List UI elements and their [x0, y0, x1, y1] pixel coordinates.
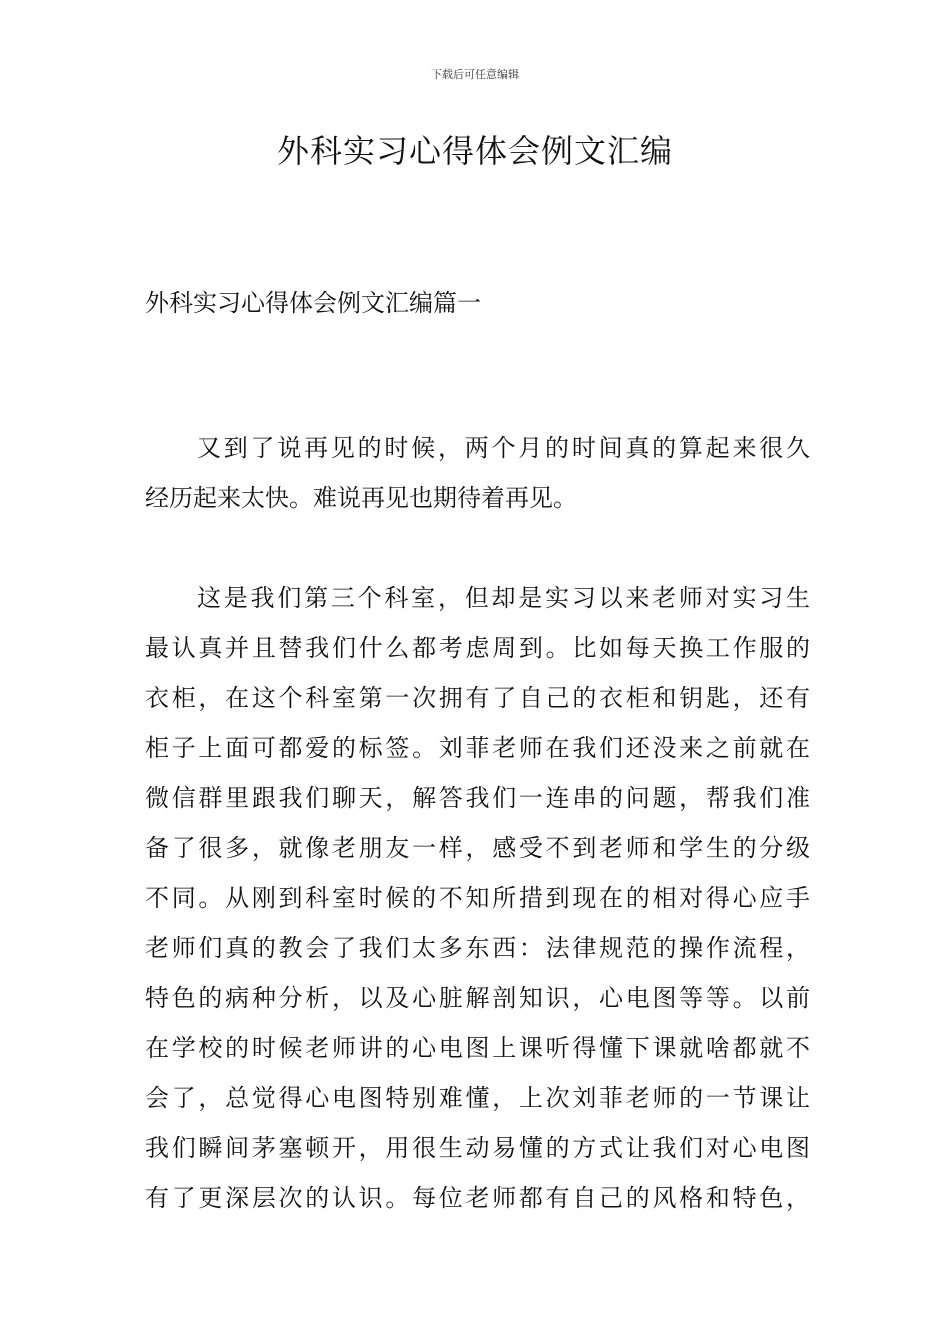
paragraph-line: 经历起来太快。难说再见也期待着再见。 — [145, 484, 577, 512]
paragraph-line: 柜子上面可都爱的标签。刘菲老师在我们还没来之前就在 — [145, 734, 810, 762]
paragraph-line: 不同。从刚到科室时候的不知所措到现在的相对得心应手 — [145, 884, 810, 912]
document-title: 外科实习心得体会例文汇编 — [276, 132, 673, 170]
paragraph-2 — [145, 573, 810, 1223]
paragraph-line: 备了很多，就像老朋友一样，感受不到老师和学生的分级 — [145, 834, 810, 862]
section-heading: 外科实习心得体会例文汇编篇一 — [145, 289, 481, 317]
header-note: 下载后可任意编辑 — [431, 68, 519, 81]
paragraph-line: 会了，总觉得心电图特别难懂，上次刘菲老师的一节课让 — [145, 1084, 810, 1112]
paragraph-line: 我们瞬间茅塞顿开，用很生动易懂的方式让我们对心电图 — [145, 1134, 810, 1162]
paragraph-line: 微信群里跟我们聊天，解答我们一连串的问题，帮我们准 — [145, 784, 810, 812]
paragraph-line: 又到了说再见的时候，两个月的时间真的算起来很久 — [197, 434, 810, 462]
paragraph-1 — [145, 423, 810, 523]
paragraph-line: 衣柜，在这个科室第一次拥有了自己的衣柜和钥匙，还有 — [145, 684, 810, 712]
paragraph-line: 这是我们第三个科室，但却是实习以来老师对实习生 — [197, 584, 810, 612]
paragraph-line: 最认真并且替我们什么都考虑周到。比如每天换工作服的 — [145, 634, 810, 662]
paragraph-line: 在学校的时候老师讲的心电图上课听得懂下课就啥都就不 — [145, 1034, 810, 1062]
paragraph-line: 特色的病种分析，以及心脏解剖知识，心电图等等。以前 — [145, 984, 810, 1012]
paragraph-line: 有了更深层次的认识。每位老师都有自己的风格和特色， — [145, 1184, 810, 1212]
paragraph-line: 老师们真的教会了我们太多东西：法律规范的操作流程， — [145, 934, 810, 962]
